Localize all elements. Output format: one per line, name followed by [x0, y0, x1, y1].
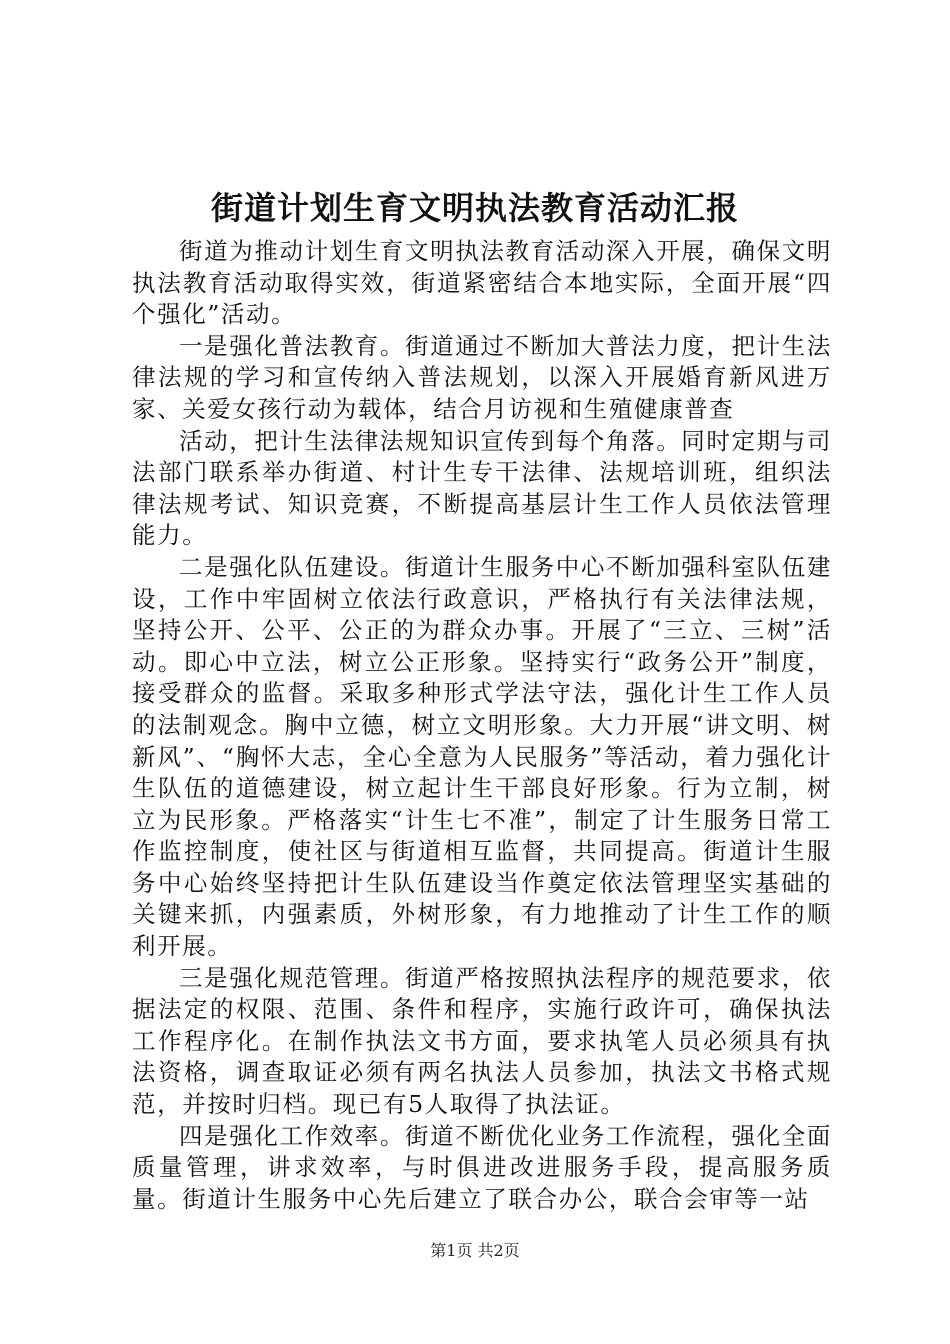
paragraph-work-efficiency: 四是强化工作效率。街道不断优化业务工作流程，强化全面质量管理，讲求效率，与时俱进改进服务手段，提高服务质量。街道计生服务中心先后建立了联合办公，联合会审等一站 [132, 1121, 832, 1213]
document-title: 街道计划生育文明执法教育活动汇报 [210, 189, 739, 227]
document-body [132, 236, 832, 1215]
paragraph-legal-education: 一是强化普法教育。街道通过不断加大普法力度，把计生法律法规的学习和宣传纳入普法规划，以深入开展婚育新风进万家、关爱女孩行动为载体，结合月访视和生殖健康普查 [132, 331, 832, 423]
paragraph-legal-education-continued: 活动，把计生法律法规知识宣传到每个角落。同时定期与司法部门联系举办街道、村计生专干法律、法规培训班，组织法律法规考试、知识竞赛，不断提高基层计生工作人员依法管理能力。 [132, 426, 832, 550]
page-number: 第1页 共2页 [430, 1241, 520, 1260]
paragraph-team-building: 二是强化队伍建设。街道计生服务中心不断加强科室队伍建设，工作中牢固树立依法行政意识，严格执行有关法律法规，坚持公开、公平、公正的为群众办事。开展了“三立、三树”活动。即心中立法，树立公正形象。坚持实行“政务公开”制度，接受群众的监督。采取多种形式学法守法，强化计生工作人员的法制观念。胸中立德，树立文明形象。大力开展“讲文明、树新风”、“胸怀大志，全心全意为人民服务”等活动，着力强化计生队伍的道德建设，树立起计生干部良好形象。行为立制，树立为民形象。严格落实“计生七不准”，制定了计生服务日常工作监控制度，使社区与街道相互监督，共同提高。街道计生服务中心始终坚持把计生队伍建设当作奠定依法管理坚实基础的关键来抓，内强素质，外树形象，有力地推动了计生工作的顺利开展。 [132, 552, 832, 961]
page-footer [0, 1240, 950, 1262]
paragraph-standard-management: 三是强化规范管理。街道严格按照执法程序的规范要求，依据法定的权限、范围、条件和程序，实施行政许可，确保执法工作程序化。在制作执法文书方面，要求执笔人员必须具有执法资格，调查取证必须有两名执法人员参加，执法文书格式规范，并按时归档。现已有5人取得了执法证。 [132, 963, 832, 1119]
paragraph-intro: 街道为推动计划生育文明执法教育活动深入开展，确保文明执法教育活动取得实效，街道紧密结合本地实际，全面开展“四个强化”活动。 [132, 237, 832, 329]
